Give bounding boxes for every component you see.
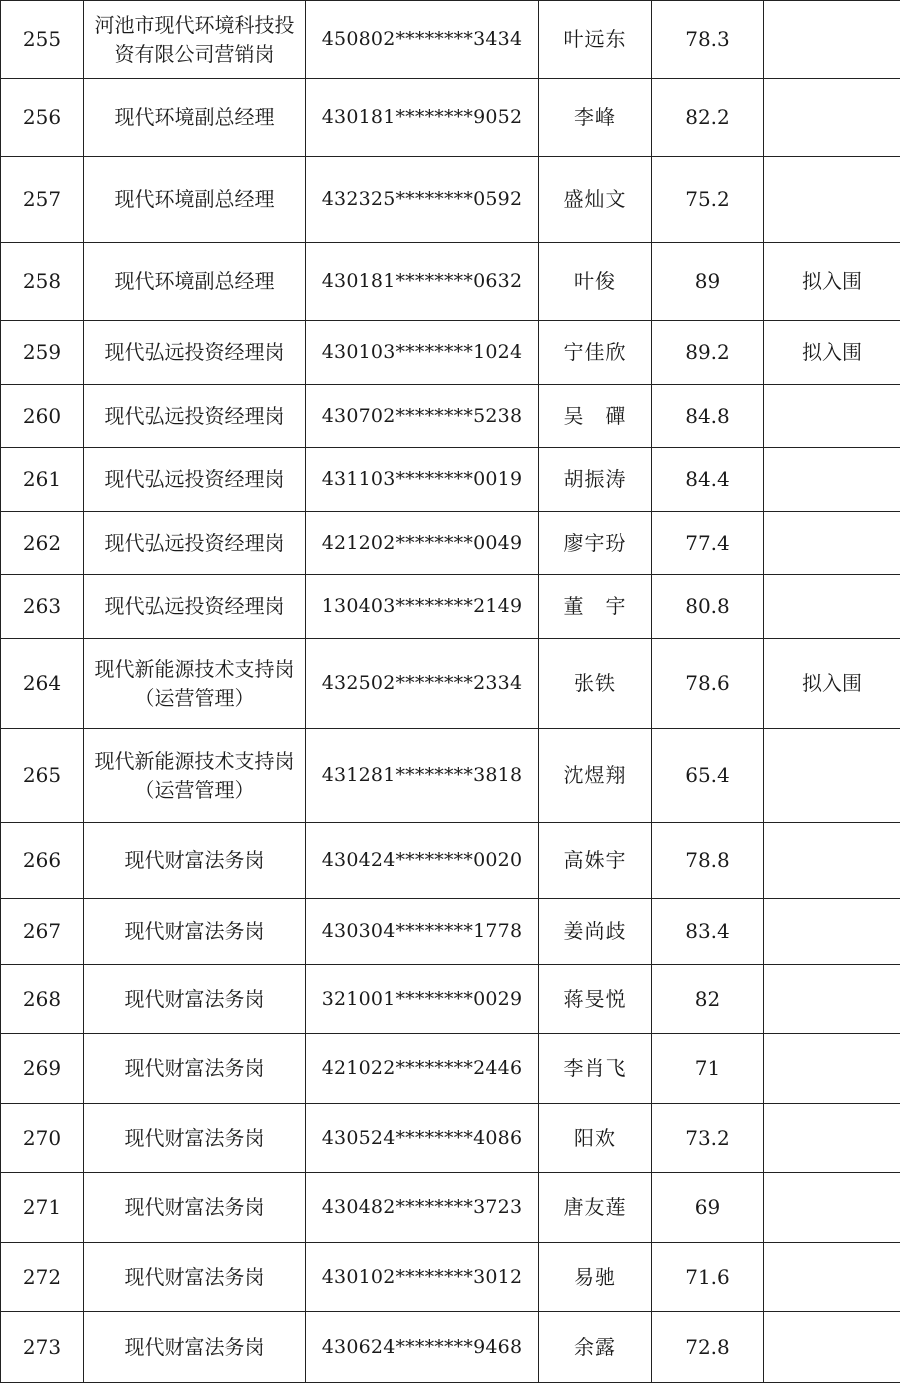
note-cell [764,1,900,79]
row-number-cell: 266 [1,823,84,899]
id-number-cell: 431281********3818 [306,729,539,823]
row-number-cell: 267 [1,899,84,965]
table-row [1,965,900,1034]
table-row [1,243,900,321]
score-cell: 71.6 [652,1243,764,1312]
note-cell [764,157,900,243]
note-cell [764,729,900,823]
table-row [1,448,900,512]
position-cell: 现代弘远投资经理岗 [84,512,306,575]
table-row [1,385,900,448]
note-cell [764,965,900,1034]
table-row [1,575,900,639]
score-cell: 65.4 [652,729,764,823]
position-cell: 现代环境副总经理 [84,243,306,321]
row-number-cell: 259 [1,321,84,385]
name-cell: 姜尚歧 [539,899,652,965]
row-number-cell: 271 [1,1173,84,1243]
note-cell [764,1312,900,1383]
table-row [1,639,900,729]
note-cell [764,575,900,639]
table-row [1,1104,900,1173]
position-cell: 现代弘远投资经理岗 [84,321,306,385]
name-cell: 余露 [539,1312,652,1383]
id-number-cell: 430102********3012 [306,1243,539,1312]
id-number-cell: 430424********0020 [306,823,539,899]
row-number-cell: 268 [1,965,84,1034]
score-cell: 71 [652,1034,764,1104]
row-number-cell: 260 [1,385,84,448]
id-number-cell: 430103********1024 [306,321,539,385]
note-cell [764,1034,900,1104]
position-cell: 现代财富法务岗 [84,1173,306,1243]
table-row [1,1243,900,1312]
table-body [1,1,900,1383]
position-cell: 现代环境副总经理 [84,157,306,243]
name-cell: 易驰 [539,1243,652,1312]
score-cell: 72.8 [652,1312,764,1383]
row-number-cell: 264 [1,639,84,729]
score-cell: 80.8 [652,575,764,639]
score-cell: 75.2 [652,157,764,243]
score-cell: 77.4 [652,512,764,575]
position-cell: 现代财富法务岗 [84,965,306,1034]
id-number-cell: 421022********2446 [306,1034,539,1104]
position-cell: 河池市现代环境科技投资有限公司营销岗 [84,1,306,79]
table-row [1,157,900,243]
name-cell: 李峰 [539,79,652,157]
score-cell: 84.8 [652,385,764,448]
id-number-cell: 430304********1778 [306,899,539,965]
row-number-cell: 270 [1,1104,84,1173]
row-number-cell: 273 [1,1312,84,1383]
score-cell: 84.4 [652,448,764,512]
table-row [1,729,900,823]
note-cell: 拟入围 [764,243,900,321]
id-number-cell: 421202********0049 [306,512,539,575]
note-cell [764,1243,900,1312]
name-cell: 沈煜翔 [539,729,652,823]
name-cell: 蒋旻悦 [539,965,652,1034]
id-number-cell: 130403********2149 [306,575,539,639]
position-cell: 现代财富法务岗 [84,823,306,899]
note-cell: 拟入围 [764,639,900,729]
note-cell [764,512,900,575]
name-cell: 叶远东 [539,1,652,79]
name-cell: 盛灿文 [539,157,652,243]
id-number-cell: 431103********0019 [306,448,539,512]
position-cell: 现代财富法务岗 [84,1034,306,1104]
id-number-cell: 430702********5238 [306,385,539,448]
position-cell: 现代财富法务岗 [84,1104,306,1173]
id-number-cell: 432325********0592 [306,157,539,243]
name-cell: 宁佳欣 [539,321,652,385]
name-cell: 高姝宇 [539,823,652,899]
name-cell: 唐友莲 [539,1173,652,1243]
position-cell: 现代财富法务岗 [84,899,306,965]
row-number-cell: 257 [1,157,84,243]
row-number-cell: 261 [1,448,84,512]
table-row [1,512,900,575]
table-row [1,1312,900,1383]
note-cell [764,1173,900,1243]
id-number-cell: 430624********9468 [306,1312,539,1383]
note-cell [764,1104,900,1173]
table-row [1,899,900,965]
position-cell: 现代弘远投资经理岗 [84,448,306,512]
score-cell: 78.8 [652,823,764,899]
row-number-cell: 265 [1,729,84,823]
row-number-cell: 258 [1,243,84,321]
id-number-cell: 430181********9052 [306,79,539,157]
row-number-cell: 262 [1,512,84,575]
table-row [1,321,900,385]
table-row [1,1,900,79]
note-cell [764,823,900,899]
name-cell: 胡振涛 [539,448,652,512]
name-cell: 张铁 [539,639,652,729]
score-cell: 89.2 [652,321,764,385]
id-number-cell: 430524********4086 [306,1104,539,1173]
score-cell: 78.3 [652,1,764,79]
note-cell [764,385,900,448]
position-cell: 现代弘远投资经理岗 [84,575,306,639]
position-cell: 现代环境副总经理 [84,79,306,157]
score-cell: 89 [652,243,764,321]
name-cell: 阳欢 [539,1104,652,1173]
name-cell: 廖宇玢 [539,512,652,575]
name-cell: 李肖飞 [539,1034,652,1104]
score-cell: 83.4 [652,899,764,965]
table-row [1,1173,900,1243]
row-number-cell: 256 [1,79,84,157]
name-cell: 叶俊 [539,243,652,321]
id-number-cell: 430482********3723 [306,1173,539,1243]
id-number-cell: 432502********2334 [306,639,539,729]
table-row [1,79,900,157]
position-cell: 现代新能源技术支持岗（运营管理） [84,639,306,729]
id-number-cell: 321001********0029 [306,965,539,1034]
name-cell: 吴 磾 [539,385,652,448]
id-number-cell: 450802********3434 [306,1,539,79]
position-cell: 现代弘远投资经理岗 [84,385,306,448]
note-cell [764,899,900,965]
score-cell: 69 [652,1173,764,1243]
position-cell: 现代财富法务岗 [84,1312,306,1383]
table-row [1,1034,900,1104]
row-number-cell: 269 [1,1034,84,1104]
score-cell: 73.2 [652,1104,764,1173]
name-cell: 董 宇 [539,575,652,639]
score-cell: 82.2 [652,79,764,157]
note-cell [764,448,900,512]
row-number-cell: 255 [1,1,84,79]
score-cell: 82 [652,965,764,1034]
row-number-cell: 263 [1,575,84,639]
table-row [1,823,900,899]
position-cell: 现代新能源技术支持岗（运营管理） [84,729,306,823]
row-number-cell: 272 [1,1243,84,1312]
id-number-cell: 430181********0632 [306,243,539,321]
position-cell: 现代财富法务岗 [84,1243,306,1312]
note-cell [764,79,900,157]
note-cell: 拟入围 [764,321,900,385]
score-cell: 78.6 [652,639,764,729]
